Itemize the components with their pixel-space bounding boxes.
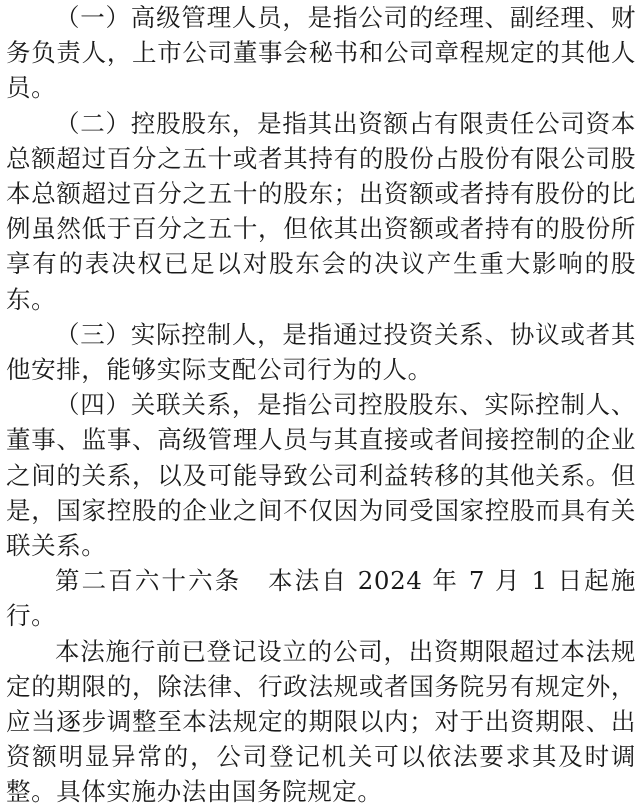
document-body: [6, 0, 636, 810]
paragraph-transition-provision: 本法施行前已登记设立的公司，出资期限超过本法规定的期限的，除法律、行政法规或者国务院另有规定外，应当逐步调整至本法规定的期限以内；对于出资期限、出资额明显异常的，公司登记机关可以依法要求其及时调整。具体实施办法由国务院规定。: [6, 636, 636, 807]
paragraph-article-266: 第二百六十六条 本法自 2024 年 7 月 1 日起施行。: [6, 566, 636, 631]
paragraph-controlling-shareholder: （二）控股股东，是指其出资额占有限责任公司资本总额超过百分之五十或者其持有的股份占股份有限公司股本总额超过百分之五十的股东；出资额或者持有股份的比例虽然低于百分之五十，但依其出资额或者持有的股份所享有的表决权已足以对股东会的决议产生重大影响的股东。: [6, 108, 636, 314]
paragraph-senior-management: （一）高级管理人员，是指公司的经理、副经理、财务负责人，上市公司董事会秘书和公司章程规定的其他人员。: [6, 3, 636, 103]
paragraph-affiliated-relationship: （四）关联关系，是指公司控股股东、实际控制人、董事、监事、高级管理人员与其直接或者间接控制的企业之间的关系，以及可能导致公司利益转移的其他关系。但是，国家控股的企业之间不仅因为同受国家控股而具有关联关系。: [6, 390, 636, 561]
paragraph-actual-controller: （三）实际控制人，是指通过投资关系、协议或者其他安排，能够实际支配公司行为的人。: [6, 319, 636, 385]
